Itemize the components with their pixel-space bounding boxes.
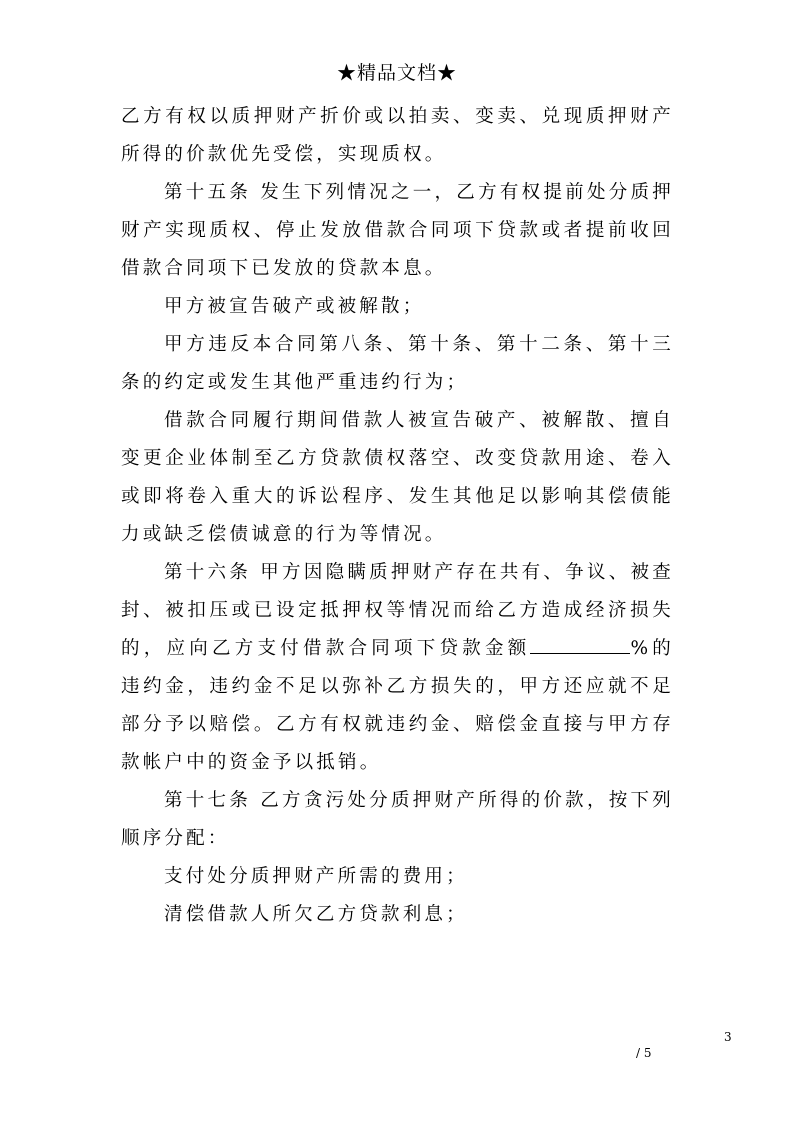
paragraph-text: %的违约金，违约金不足以弥补乙方损失的，甲方还应就不足部分予以赔偿。乙方有权就违约金、赔偿金直接与甲方存款帐户中的资金予以抵销。 <box>121 638 674 773</box>
page-total: / 5 <box>636 1046 652 1060</box>
paragraph: 甲方被宣告破产或被解散； <box>164 296 425 317</box>
paragraph: 乙方有权以质押财产折价或以拍卖、变卖、兑现质押财产所得的价款优先受偿，实现质权。 <box>121 106 674 165</box>
paragraph: 第十七条 乙方贪污处分质押财产所得的价款，按下列顺序分配： <box>121 790 674 849</box>
paragraph: 甲方违反本合同第八条、第十条、第十二条、第十三条的约定或发生其他严重违约行为； <box>121 334 674 393</box>
paragraph: 清偿借款人所欠乙方贷款利息； <box>164 904 468 925</box>
document-header: ★精品文档★ <box>336 62 457 84</box>
paragraph: 第十五条 发生下列情况之一，乙方有权提前处分质押财产实现质权、停止发放借款合同项下贷款或者提前收回借款合同项下已发放的贷款本息。 <box>121 182 674 279</box>
page-number: 3 <box>724 1030 732 1044</box>
paragraph: 借款合同履行期间借款人被宣告破产、被解散、擅自变更企业体制至乙方贷款债权落空、改变贷款用途、卷入或即将卷入重大的诉讼程序、发生其他足以影响其偿债能力或缺乏偿债诚意的行为等情况。 <box>121 410 674 545</box>
paragraph: 支付处分质押财产所需的费用； <box>164 866 468 887</box>
paragraph-text: 第十六条 甲方因隐瞒质押财产存在共有、争议、被查封、被扣压或已设定抵押权等情况而给乙方造成经济损失的，应向乙方支付借款合同项下贷款金额 <box>121 562 674 659</box>
document-body <box>121 98 674 934</box>
paragraph <box>121 554 674 782</box>
fill-in-blank <box>530 637 630 654</box>
